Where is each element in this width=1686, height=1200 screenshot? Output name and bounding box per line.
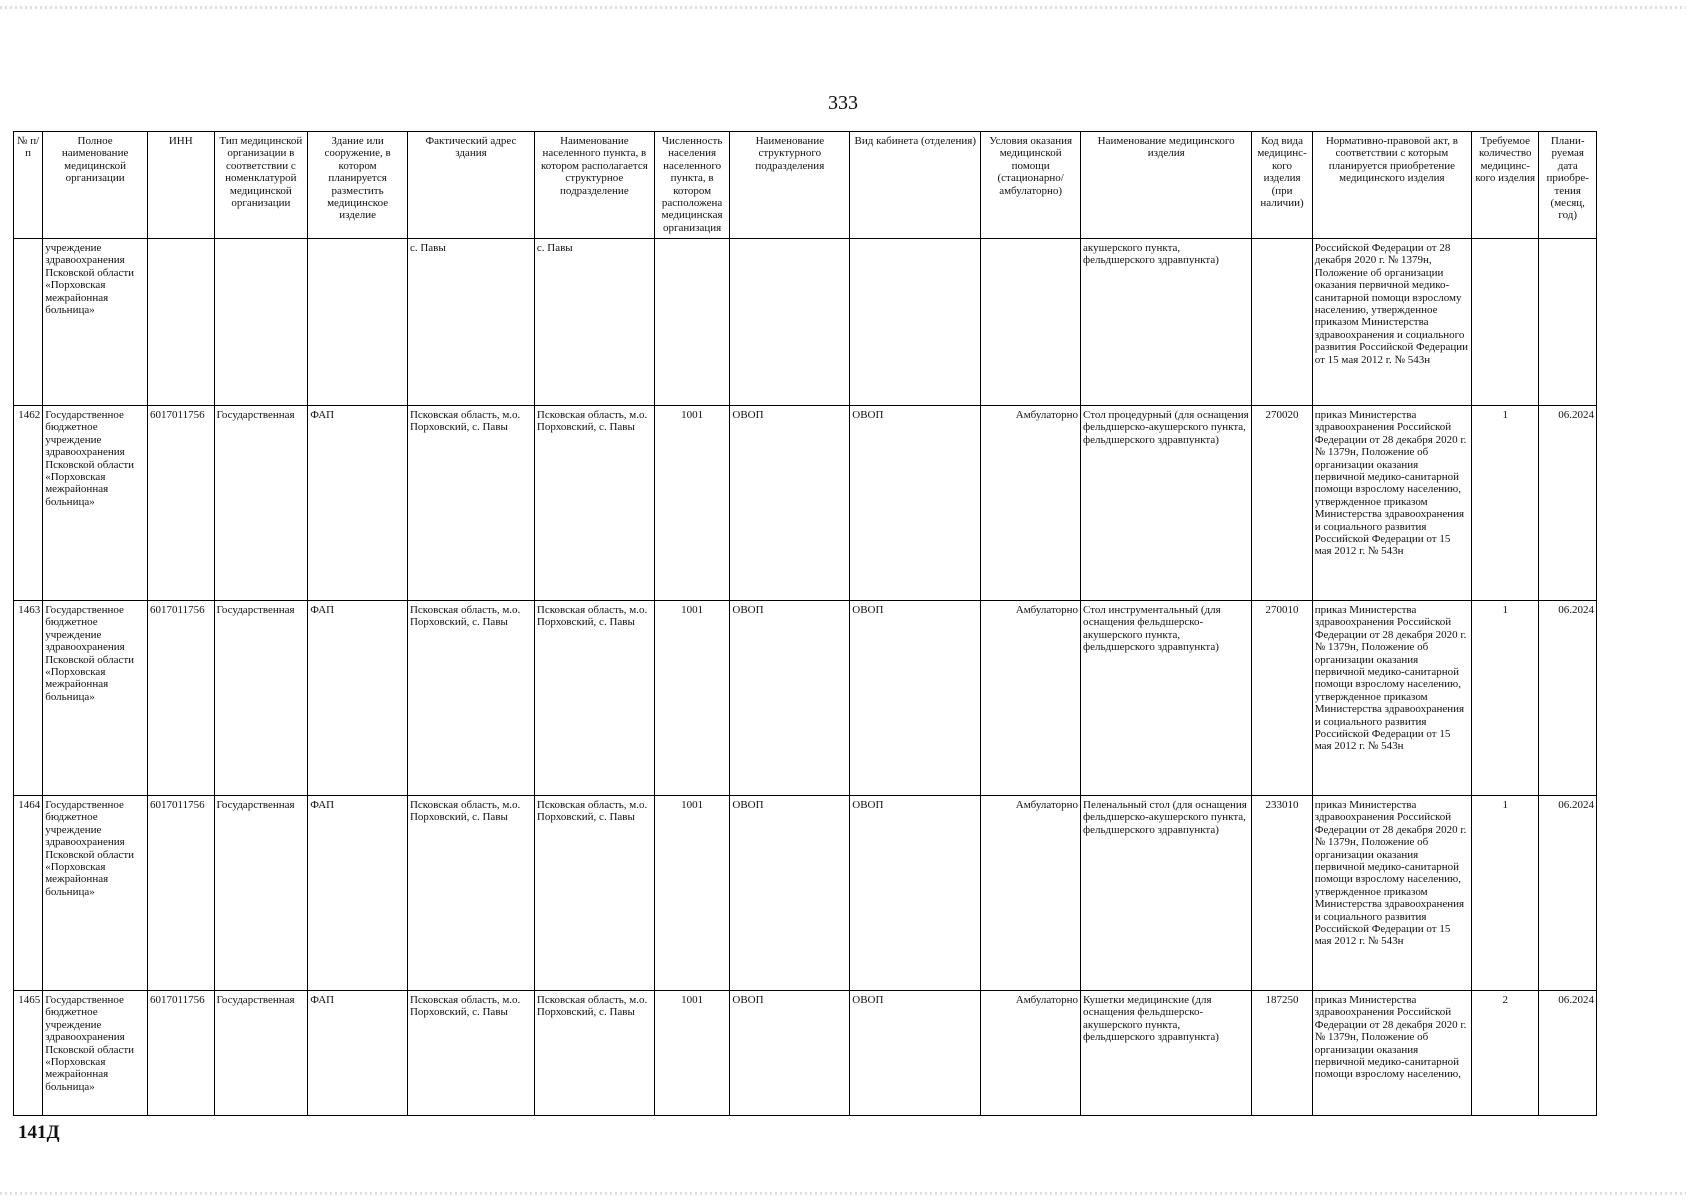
cell-cabinet: ОВОП xyxy=(850,796,981,991)
cell-date: 06.2024 xyxy=(1539,991,1597,1116)
cell-locality: Псковская область, м.о. Порховский, с. Павы xyxy=(534,406,654,601)
cell-legal-act: приказ Министерства здравоохранения Российской Федерации от 28 декабря 2020 г. № 1379н, Положение об организации оказания первичной медико-санитарной помощи взрослому населению, утвержденное приказом Министерства здравоохранения и социального развития Российской Федерации от 15 мая 2012 г. № 543н xyxy=(1312,796,1471,991)
cell-building: ФАП xyxy=(308,991,408,1116)
cell-conditions: Амбулаторно xyxy=(981,406,1081,601)
cell-building: ФАП xyxy=(308,406,408,601)
cell-device-code xyxy=(1252,239,1312,406)
cell-device: акушерского пункта, фельдшерского здравпункта) xyxy=(1081,239,1252,406)
cell-address: Псковская область, м.о. Порховский, с. Павы xyxy=(407,796,534,991)
cell-conditions: Амбулаторно xyxy=(981,991,1081,1116)
cell-inn: 6017011756 xyxy=(148,991,215,1116)
cell-inn: 6017011756 xyxy=(148,796,215,991)
cell-date: 06.2024 xyxy=(1539,601,1597,796)
cell-unit: ОВОП xyxy=(730,601,850,796)
cell-organization: учреждение здравоохранения Псковской области «Порховская межрайонная больница» xyxy=(43,239,148,406)
cell-org-type: Государственная xyxy=(214,601,308,796)
cell-population xyxy=(654,239,730,406)
cell-device-code: 233010 xyxy=(1252,796,1312,991)
cell-org-type: Государственная xyxy=(214,406,308,601)
cell-org-type xyxy=(214,239,308,406)
cell-cabinet: ОВОП xyxy=(850,991,981,1116)
header-cell: ИНН xyxy=(148,132,215,239)
header-cell: Наименование населенного пункта, в котором располагается структурное подразделение xyxy=(534,132,654,239)
header-cell: Полное наименование медицинской организации xyxy=(43,132,148,239)
table-row xyxy=(14,991,1597,1116)
cell-locality: Псковская область, м.о. Порховский, с. Павы xyxy=(534,601,654,796)
cell-organization: Государственное бюджетное учреждение здравоохранения Псковской области «Порховская межрайонная больница» xyxy=(43,991,148,1116)
cell-population: 1001 xyxy=(654,406,730,601)
cell-unit: ОВОП xyxy=(730,796,850,991)
cell-quantity: 1 xyxy=(1471,601,1539,796)
cell-device: Кушетки медицинские (для оснащения фельдшерско-акушерского пункта, фельдшерского здравпункта) xyxy=(1081,991,1252,1116)
cell-legal-act: приказ Министерства здравоохранения Российской Федерации от 28 декабря 2020 г. № 1379н, Положение об организации оказания первичной медико-санитарной помощи взрослому населению, утвержденное приказом Министерства здравоохранения и социального развития Российской Федерации от 15 мая 2012 г. № 543н xyxy=(1312,406,1471,601)
cell-device-code: 270010 xyxy=(1252,601,1312,796)
cell-quantity: 2 xyxy=(1471,991,1539,1116)
cell-population: 1001 xyxy=(654,796,730,991)
cell-conditions: Амбулаторно xyxy=(981,601,1081,796)
header-cell: Требуемое количество медицинс-кого изделия xyxy=(1471,132,1539,239)
footer-stamp: 141Д xyxy=(18,1122,60,1143)
cell-cabinet: ОВОП xyxy=(850,601,981,796)
cell-inn xyxy=(148,239,215,406)
table-header-row xyxy=(14,132,1597,239)
cell-device: Стол процедурный (для оснащения фельдшерско-акушерского пункта, фельдшерского здравпункта) xyxy=(1081,406,1252,601)
cell-date xyxy=(1539,239,1597,406)
header-cell: № п/п xyxy=(14,132,43,239)
page-number: 333 xyxy=(828,92,858,114)
cell-device: Стол инструментальный (для оснащения фельдшерско-акушерского пункта, фельдшерского здравпункта) xyxy=(1081,601,1252,796)
table-row-continuation xyxy=(14,239,1597,406)
header-cell: Условия оказания медицинской помощи (стационарно/ амбулаторно) xyxy=(981,132,1081,239)
cell-number: 1462 xyxy=(14,406,43,601)
cell-conditions: Амбулаторно xyxy=(981,796,1081,991)
cell-org-type: Государственная xyxy=(214,991,308,1116)
header-cell: Наименование структурного подразделения xyxy=(730,132,850,239)
cell-population: 1001 xyxy=(654,601,730,796)
cell-device-code: 270020 xyxy=(1252,406,1312,601)
cell-quantity xyxy=(1471,239,1539,406)
cell-organization: Государственное бюджетное учреждение здравоохранения Псковской области «Порховская межрайонная больница» xyxy=(43,601,148,796)
cell-date: 06.2024 xyxy=(1539,796,1597,991)
table-row xyxy=(14,406,1597,601)
cell-unit: ОВОП xyxy=(730,406,850,601)
header-cell: Код вида медицинс-кого изделия (при наличии) xyxy=(1252,132,1312,239)
header-cell: Вид кабинета (отделения) xyxy=(850,132,981,239)
cell-address: Псковская область, м.о. Порховский, с. Павы xyxy=(407,601,534,796)
cell-inn: 6017011756 xyxy=(148,406,215,601)
cell-locality: Псковская область, м.о. Порховский, с. Павы xyxy=(534,991,654,1116)
cell-number: 1464 xyxy=(14,796,43,991)
table-row xyxy=(14,601,1597,796)
cell-organization: Государственное бюджетное учреждение здравоохранения Псковской области «Порховская межрайонная больница» xyxy=(43,796,148,991)
table-row xyxy=(14,796,1597,991)
cell-conditions xyxy=(981,239,1081,406)
cell-locality: с. Павы xyxy=(534,239,654,406)
header-cell: Наименование медицинского изделия xyxy=(1081,132,1252,239)
cell-number: 1465 xyxy=(14,991,43,1116)
cell-unit: ОВОП xyxy=(730,991,850,1116)
header-cell: Здание или сооружение, в котором планируется разместить медицинское изделие xyxy=(308,132,408,239)
scan-edge-top xyxy=(0,6,1686,9)
cell-organization: Государственное бюджетное учреждение здравоохранения Псковской области «Порховская межрайонная больница» xyxy=(43,406,148,601)
cell-legal-act: приказ Министерства здравоохранения Российской Федерации от 28 декабря 2020 г. № 1379н, Положение об организации оказания первичной медико-санитарной помощи взрослому населению, утвержденное приказом Министерства здравоохранения и социального развития Российской Федерации от 15 мая 2012 г. № 543н xyxy=(1312,601,1471,796)
medical-device-register-table xyxy=(13,131,1597,1116)
cell-building: ФАП xyxy=(308,601,408,796)
cell-cabinet xyxy=(850,239,981,406)
cell-quantity: 1 xyxy=(1471,796,1539,991)
cell-legal-act: приказ Министерства здравоохранения Российской Федерации от 28 декабря 2020 г. № 1379н, Положение об организации оказания первичной медико-санитарной помощи взрослому населению, xyxy=(1312,991,1471,1116)
scan-edge-bottom xyxy=(0,1192,1686,1195)
header-cell: Тип медицинской организации в соответствии с номенклатурой медицинской организации xyxy=(214,132,308,239)
cell-building xyxy=(308,239,408,406)
header-cell: Плани-руемая дата приобре-тения (месяц, год) xyxy=(1539,132,1597,239)
cell-cabinet: ОВОП xyxy=(850,406,981,601)
cell-number xyxy=(14,239,43,406)
cell-legal-act: Российской Федерации от 28 декабря 2020 г. № 1379н, Положение об организации оказания первичной медико-санитарной помощи взрослому населению, утвержденное приказом Министерства здравоохранения и социального развития Российской Федерации от 15 мая 2012 г. № 543н xyxy=(1312,239,1471,406)
cell-date: 06.2024 xyxy=(1539,406,1597,601)
cell-address: Псковская область, м.о. Порховский, с. Павы xyxy=(407,406,534,601)
cell-population: 1001 xyxy=(654,991,730,1116)
cell-address: с. Павы xyxy=(407,239,534,406)
header-cell: Численность населения населенного пункта, в котором расположена медицинская организация xyxy=(654,132,730,239)
cell-building: ФАП xyxy=(308,796,408,991)
cell-org-type: Государственная xyxy=(214,796,308,991)
cell-locality: Псковская область, м.о. Порховский, с. Павы xyxy=(534,796,654,991)
cell-quantity: 1 xyxy=(1471,406,1539,601)
header-cell: Нормативно-правовой акт, в соответствии с которым планируется приобретение медицинского изделия xyxy=(1312,132,1471,239)
cell-device-code: 187250 xyxy=(1252,991,1312,1116)
cell-address: Псковская область, м.о. Порховский, с. Павы xyxy=(407,991,534,1116)
cell-inn: 6017011756 xyxy=(148,601,215,796)
cell-number: 1463 xyxy=(14,601,43,796)
header-cell: Фактический адрес здания xyxy=(407,132,534,239)
cell-unit xyxy=(730,239,850,406)
cell-device: Пеленальный стол (для оснащения фельдшерско-акушерского пункта, фельдшерского здравпункта) xyxy=(1081,796,1252,991)
